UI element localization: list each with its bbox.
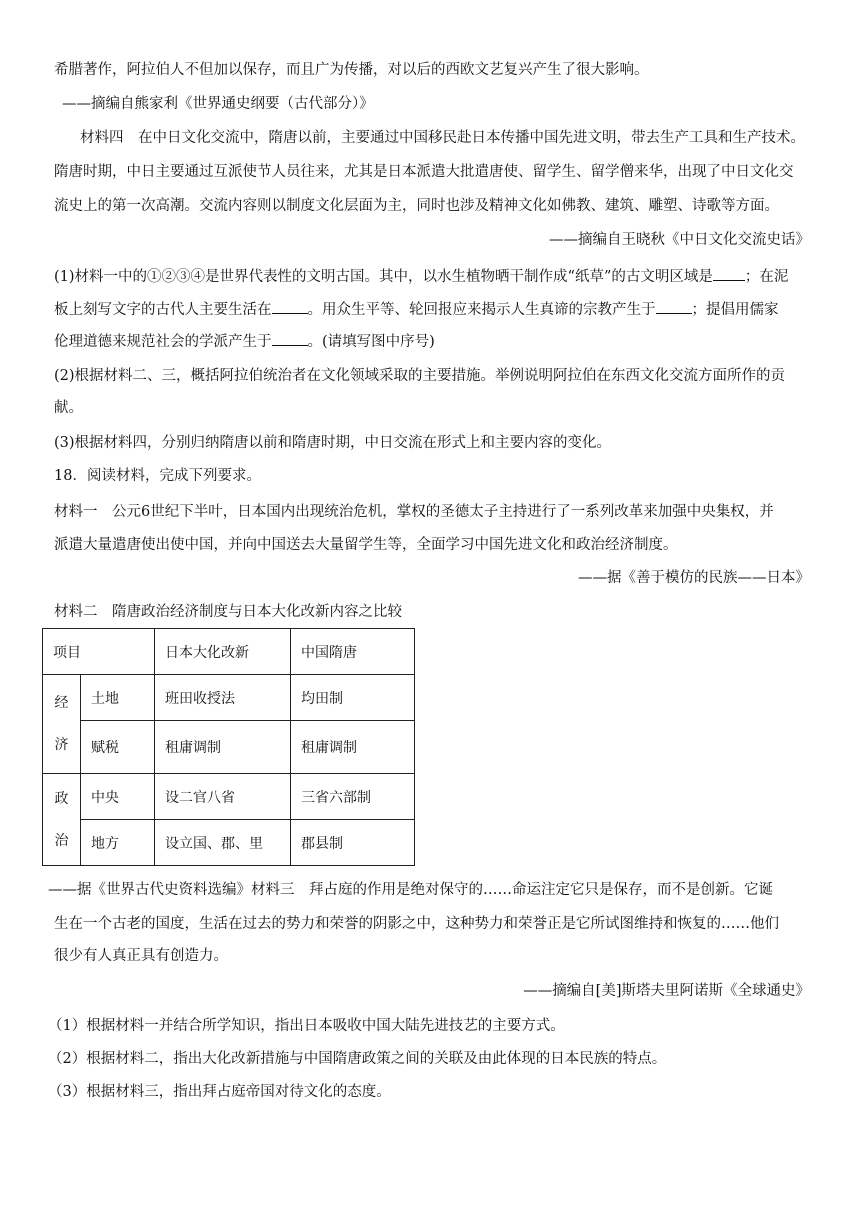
material-three-line: 很少有人真正具有创造力。 bbox=[54, 948, 228, 964]
table-cell: 地方 bbox=[81, 820, 155, 866]
question-text: (1)材料一中的①②③④是世界代表性的文明古国。其中，以水生植物晒干制作成“纸草”的古文明区域是 bbox=[54, 269, 713, 285]
answer-blank[interactable] bbox=[272, 331, 308, 346]
question-3-line: (3)根据材料四，分别归纳隋唐以前和隋唐时期，中日交流在形式上和主要内容的变化。 bbox=[54, 435, 612, 451]
question-item: （3）根据材料三，指出拜占庭帝国对待文化的态度。 bbox=[48, 1084, 391, 1100]
question-1-line bbox=[54, 299, 810, 320]
paragraph-line: 希腊著作，阿拉伯人不但加以保存，而且广为传播，对以后的西欧文艺复兴产生了很大影响。 bbox=[54, 62, 649, 78]
question-text: 板上刻写文字的古代人主要生活在 bbox=[54, 302, 272, 318]
table-cell: 均田制 bbox=[291, 675, 415, 721]
question-2-line: (2)根据材料二、三，概括阿拉伯统治者在文化领域采取的主要措施。举例说明阿拉伯在东西文化交流方面所作的贡 bbox=[54, 368, 786, 384]
material-three-line: ——据《世界古代史资料选编》材料三 拜占庭的作用是绝对保守的……命运注定它只是保存，而不是创新。它诞 bbox=[48, 882, 773, 898]
question-text: 。用众生平等、轮回报应来揭示人生真谛的宗教产生于 bbox=[307, 302, 656, 318]
table-row bbox=[43, 820, 415, 866]
material-one-line: 材料一 公元6世纪下半叶，日本国内出现统治危机，掌权的圣德太子主持进行了一系列改革来加强中央集权，并 bbox=[54, 504, 774, 520]
table-cell: 设立国、郡、里 bbox=[155, 820, 291, 866]
answer-blank[interactable] bbox=[656, 299, 692, 314]
table-header-cell: 日本大化改新 bbox=[155, 629, 291, 675]
material-three-line: 生在一个古老的国度，生活在过去的势力和荣誉的阴影之中，这种势力和荣誉正是它所试图维持和恢复的……他们 bbox=[54, 916, 779, 932]
table-header-cell: 项目 bbox=[43, 629, 155, 675]
table-header-cell: 中国隋唐 bbox=[291, 629, 415, 675]
table-row bbox=[43, 774, 415, 820]
material-four-line: 流史上的第一次高潮。交流内容则以制度文化层面为主，同时也涉及精神文化如佛教、建筑、雕塑、诗歌等方面。 bbox=[54, 198, 779, 214]
table-cell: 设二官八省 bbox=[155, 774, 291, 820]
table-cell: 土地 bbox=[81, 675, 155, 721]
table-cell: 租庸调制 bbox=[155, 721, 291, 774]
answer-blank[interactable] bbox=[713, 266, 745, 281]
table-cell: 租庸调制 bbox=[291, 721, 415, 774]
table-cell: 班田收授法 bbox=[155, 675, 291, 721]
question-text: ；提倡用儒家 bbox=[691, 302, 779, 318]
source-citation: ——摘编自熊家利《世界通史纲要（古代部分）》 bbox=[62, 96, 374, 112]
question-18-title: 18．阅读材料，完成下列要求。 bbox=[54, 468, 261, 484]
table-cell: 赋税 bbox=[81, 721, 155, 774]
group-label-economy: 经 济 bbox=[43, 675, 81, 774]
question-item: （2）根据材料二，指出大化改新措施与中国隋唐政策之间的关联及由此体现的日本民族的特点。 bbox=[48, 1051, 667, 1067]
source-citation: ——摘编自王晓秋《中日文化交流史话》 bbox=[549, 232, 810, 248]
question-text: 。(请填写图中序号) bbox=[307, 334, 435, 350]
answer-blank[interactable] bbox=[272, 299, 308, 314]
question-text: 伦理道德来规范社会的学派产生于 bbox=[54, 334, 272, 350]
question-text: ；在泥 bbox=[744, 269, 789, 285]
question-1-line bbox=[54, 266, 810, 287]
table-row bbox=[43, 675, 415, 721]
question-1-line bbox=[54, 331, 810, 352]
comparison-table bbox=[42, 628, 415, 866]
material-two-title: 材料二 隋唐政治经济制度与日本大化改新内容之比较 bbox=[54, 604, 402, 620]
material-four-line: 材料四 在中日文化交流中，隋唐以前，主要通过中国移民赴日本传播中国先进文明，带去生产工具和生产技术。 bbox=[80, 130, 805, 146]
material-four-line: 隋唐时期，中日主要通过互派使节人员往来，尤其是日本派遣大批遣唐使、留学生、留学僧来华，出现了中日文化交 bbox=[54, 164, 794, 180]
source-citation: ——据《善于模仿的民族——日本》 bbox=[578, 570, 810, 586]
table-row bbox=[43, 721, 415, 774]
material-one-line: 派遣大量遣唐使出使中国，并向中国送去大量留学生等，全面学习中国先进文化和政治经济制度。 bbox=[54, 537, 678, 553]
question-item: （1）根据材料一并结合所学知识，指出日本吸收中国大陆先进技艺的主要方式。 bbox=[48, 1018, 565, 1034]
table-cell: 三省六部制 bbox=[291, 774, 415, 820]
table-cell: 郡县制 bbox=[291, 820, 415, 866]
table-header-row bbox=[43, 629, 415, 675]
group-label-politics: 政 治 bbox=[43, 774, 81, 866]
question-2-line: 献。 bbox=[54, 400, 83, 416]
source-citation: ——摘编自[美]斯塔夫里阿诺斯《全球通史》 bbox=[523, 983, 810, 999]
table-cell: 中央 bbox=[81, 774, 155, 820]
